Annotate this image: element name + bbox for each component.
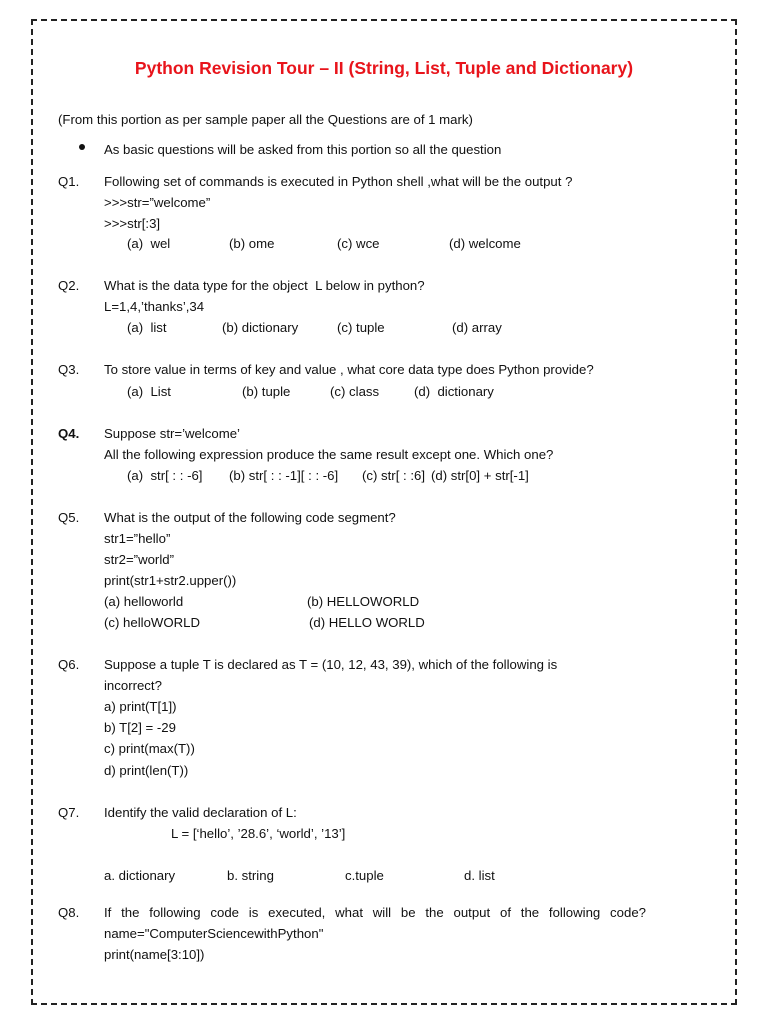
q7-text: Identify the valid declaration of L: <box>104 805 297 820</box>
q2-option-a: (a) list <box>127 320 167 335</box>
q2-option-d: (d) array <box>452 320 502 335</box>
q2-code-line: L=1,4,’thanks’,34 <box>104 299 205 314</box>
q5-code-line: str2=”world” <box>104 552 174 567</box>
q3-option-d: (d) dictionary <box>414 384 494 399</box>
q4-option-c: (c) str[ : :6] <box>362 468 426 483</box>
q1-number: Q1. <box>58 174 80 189</box>
q7-option-a: a. dictionary <box>104 868 176 883</box>
q7-option-d: d. list <box>464 868 495 883</box>
q4-option-b: (b) str[ : : -1][ : : -6] <box>229 468 339 483</box>
q5-code-line: str1=”hello” <box>104 531 171 546</box>
q4-text-2: All the following expression produce the same result except one. Which one? <box>104 447 554 462</box>
q1-option-d: (d) welcome <box>449 236 521 251</box>
q3-text: To store value in terms of key and value , what core data type does Python provide? <box>104 362 594 377</box>
q6-number: Q6. <box>58 657 80 672</box>
q4-text: Suppose str=’welcome’ <box>104 426 240 441</box>
q2-text: What is the data type for the object L below in python? <box>104 278 425 293</box>
q6-text: Suppose a tuple T is declared as T = (10, 12, 43, 39), which of the following is <box>104 657 558 672</box>
q1-option-a: (a) wel <box>127 236 171 251</box>
q8-code-line: print(name[3:10]) <box>104 947 205 962</box>
q4-number: Q4. <box>58 426 80 441</box>
q5-code-line: print(str1+str2.upper()) <box>104 573 237 588</box>
q6-text-2: incorrect? <box>104 678 162 693</box>
q5-option-c: (c) helloWORLD <box>104 615 200 630</box>
q1-code-line: >>>str=”welcome” <box>104 195 211 210</box>
q1-option-c: (c) wce <box>337 236 380 251</box>
q8-number: Q8. <box>58 905 80 920</box>
q3-option-c: (c) class <box>330 384 380 399</box>
q3-option-b: (b) tuple <box>242 384 291 399</box>
q5-number: Q5. <box>58 510 80 525</box>
q5-text: What is the output of the following code segment? <box>104 510 396 525</box>
q6-option-b: b) T[2] = -29 <box>104 720 176 735</box>
q8-text: If the following code is executed, what will be the output of the following code? <box>104 905 646 920</box>
q8-code-line: name="ComputerSciencewithPython" <box>104 926 324 941</box>
q1-code-line: >>>str[:3] <box>104 216 161 231</box>
q6-option-d: d) print(len(T)) <box>104 763 189 778</box>
q1-option-b: (b) ome <box>229 236 275 251</box>
q4-option-d: (d) str[0] + str[-1] <box>431 468 529 483</box>
q6-option-a: a) print(T[1]) <box>104 699 177 714</box>
bullet-text: As basic questions will be asked from this portion so all the question <box>104 142 502 157</box>
q4-option-a: (a) str[ : : -6] <box>127 468 203 483</box>
q3-number: Q3. <box>58 362 80 377</box>
q5-option-b: (b) HELLOWORLD <box>307 594 420 609</box>
q2-number: Q2. <box>58 278 80 293</box>
q7-number: Q7. <box>58 805 80 820</box>
q1-text: Following set of commands is executed in Python shell ,what will be the output ? <box>104 174 573 189</box>
q5-option-a: (a) helloworld <box>104 594 184 609</box>
q6-option-c: c) print(max(T)) <box>104 741 195 756</box>
q2-option-c: (c) tuple <box>337 320 385 335</box>
q7-code-line: L = [‘hello’, ’28.6’, ‘world’, ’13’] <box>171 826 346 841</box>
q3-option-a: (a) List <box>127 384 171 399</box>
q7-option-c: c.tuple <box>345 868 384 883</box>
q2-option-b: (b) dictionary <box>222 320 299 335</box>
q5-option-d: (d) HELLO WORLD <box>309 615 425 630</box>
intro-note: (From this portion as per sample paper all the Questions are of 1 mark) <box>58 112 473 127</box>
page-title: Python Revision Tour – II (String, List, Tuple and Dictionary) <box>134 58 634 78</box>
q7-option-b: b. string <box>227 868 274 883</box>
bullet-icon <box>79 144 85 150</box>
